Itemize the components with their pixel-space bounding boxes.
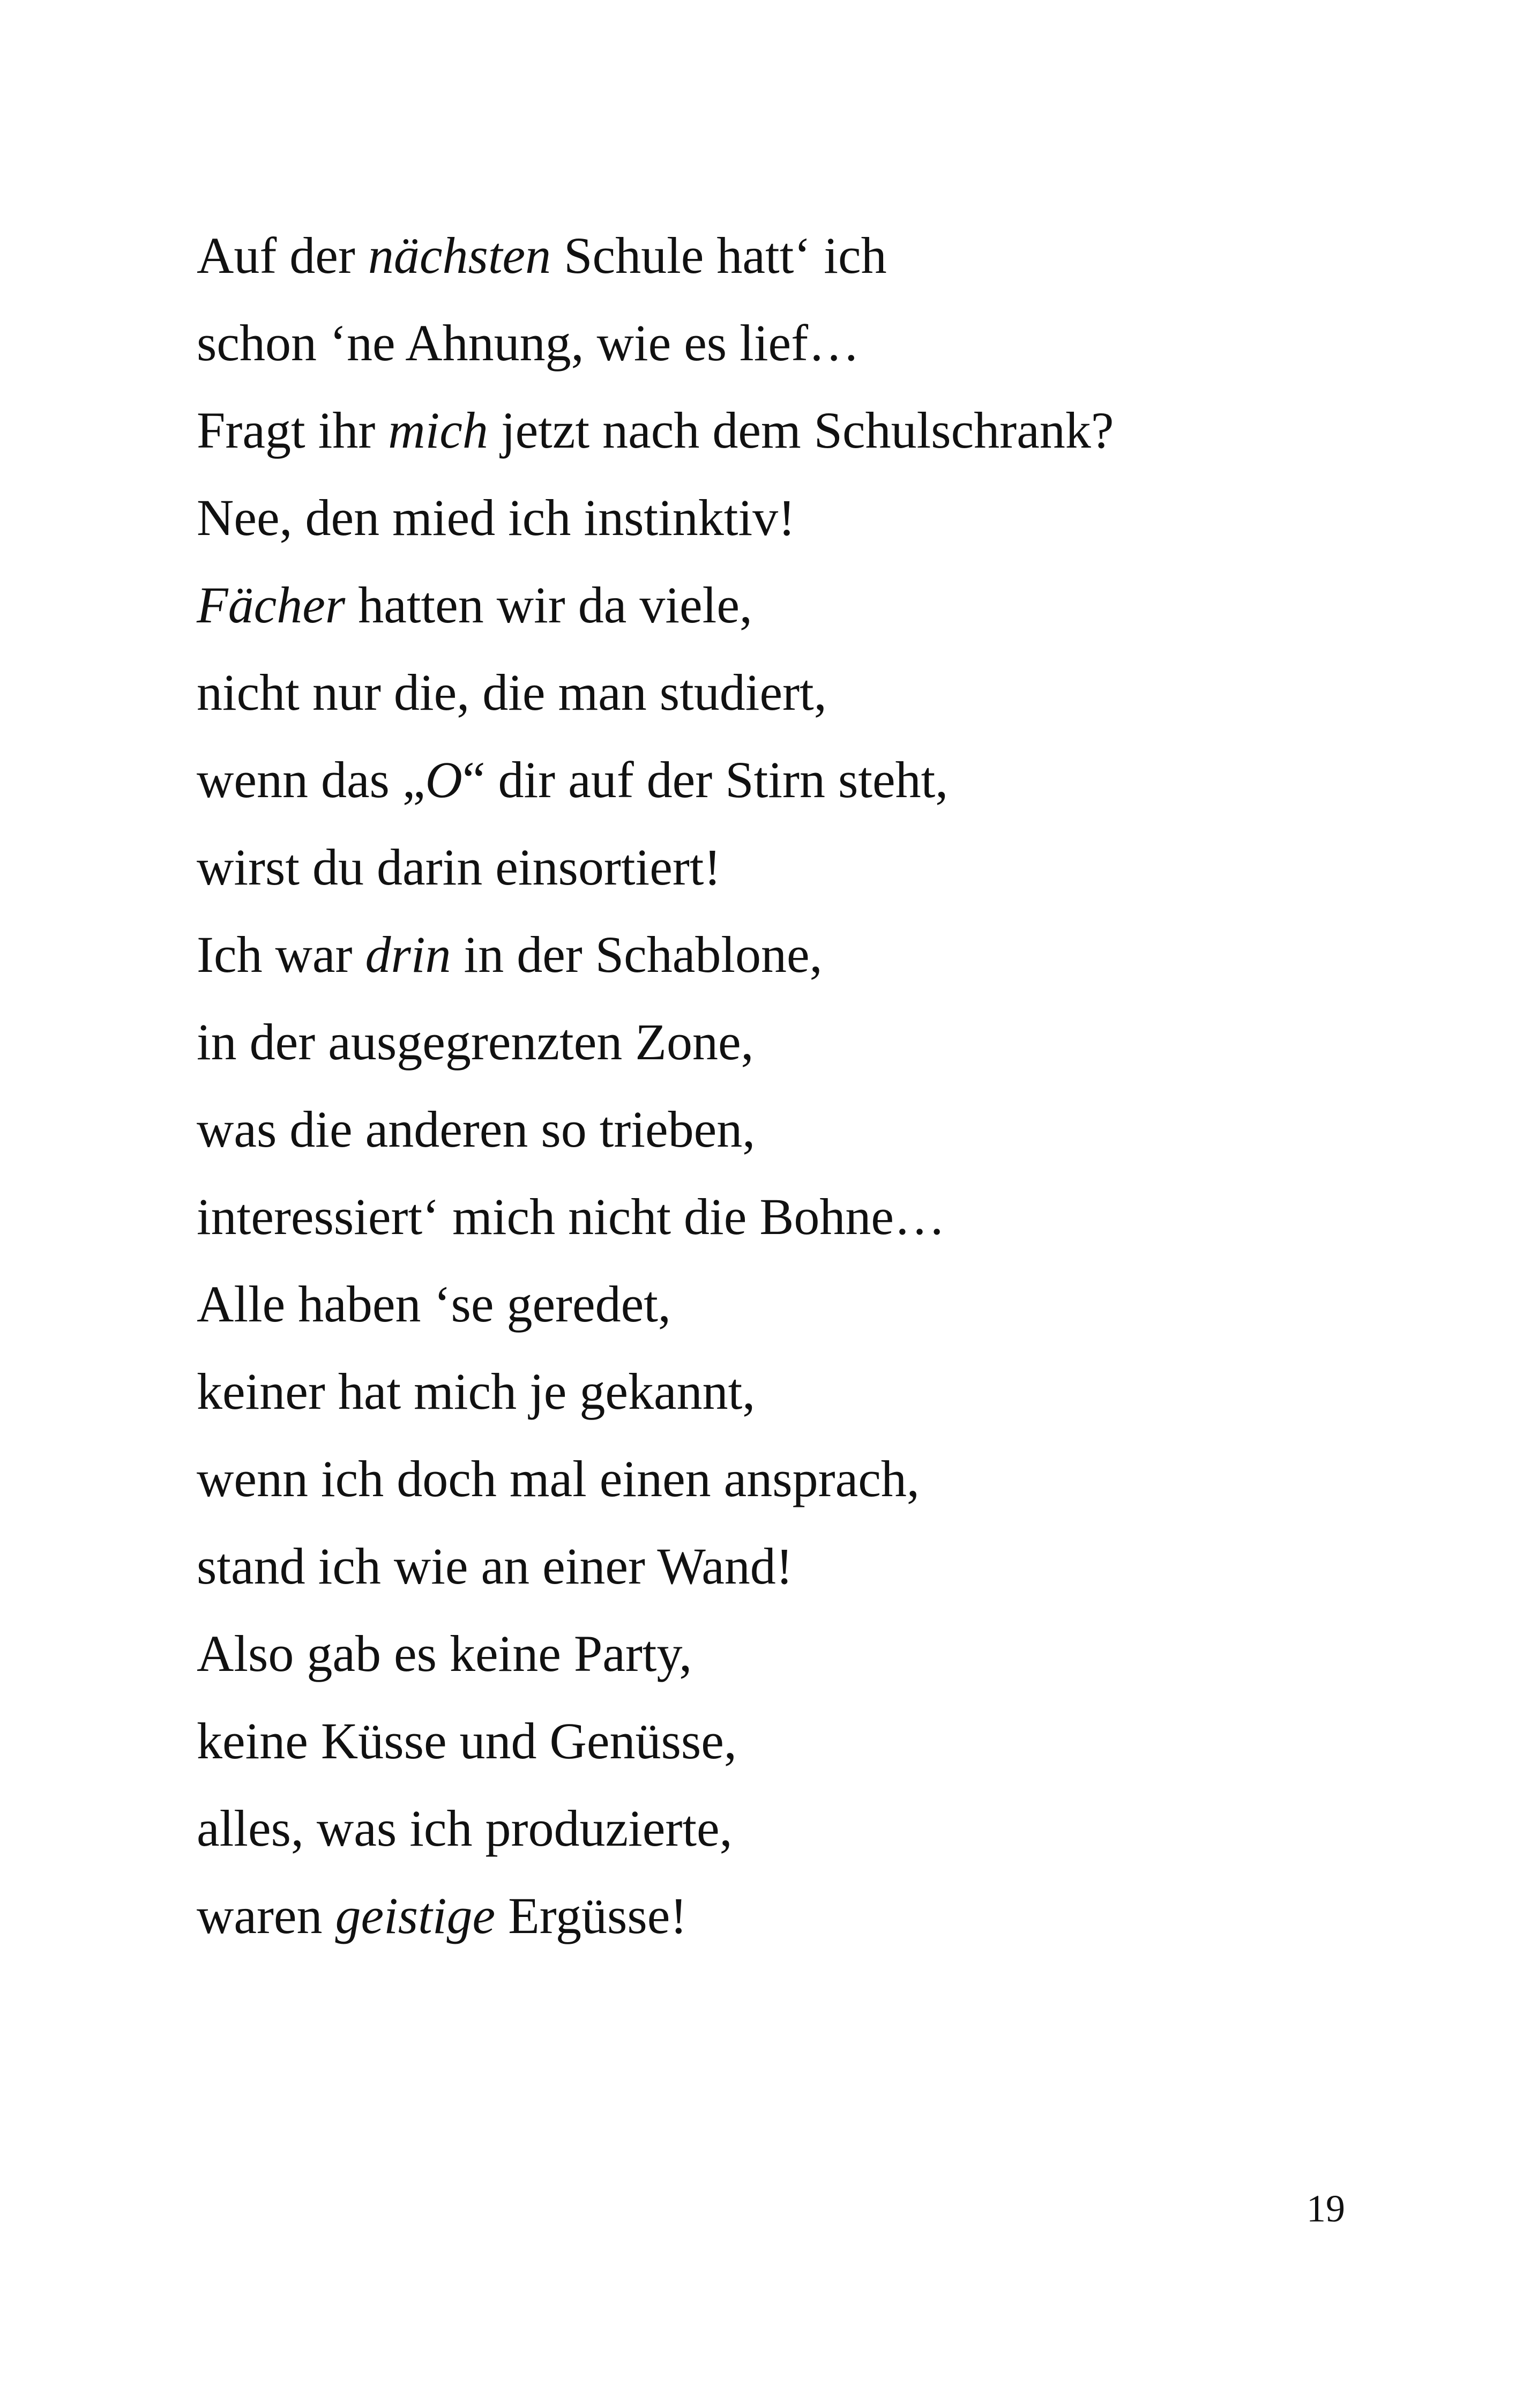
line-text: Auf der [197,227,368,284]
line-text: Alle haben ‘se geredet, [197,1275,671,1333]
line-text: Ergüsse! [495,1887,688,1944]
line-text: nicht nur die, die man studiert, [197,664,827,721]
line-text: wenn ich doch mal einen ansprach, [197,1450,920,1507]
line-text: schon ‘ne Ahnung, wie es lief… [197,314,860,371]
poem-line [197,823,1376,911]
poem-line [197,1872,1376,1959]
poem-line [197,911,1376,998]
poem-line [197,1348,1376,1435]
line-text: jetzt nach dem Schulschrank? [488,402,1114,459]
poem-line [197,299,1376,387]
poem-line [197,212,1376,299]
line-text: Also gab es keine Party, [197,1625,692,1682]
poem-line [197,1610,1376,1697]
line-text: interessiert‘ mich nicht die Bohne… [197,1188,945,1245]
line-text: Nee, den mied ich instinktiv! [197,489,796,546]
poem-line [197,387,1376,474]
italic-emphasis: drin [365,926,451,983]
poem-line [197,998,1376,1086]
line-text: Schule hatt‘ ich [551,227,887,284]
poem-line [197,1260,1376,1348]
poem-line [197,649,1376,736]
line-text: Ich war [197,926,365,983]
italic-emphasis: O [425,751,462,808]
line-text: wirst du darin einsortiert! [197,838,721,896]
line-text: was die anderen so trieben, [197,1101,756,1158]
italic-emphasis: geistige [335,1887,496,1944]
poem-line [197,561,1376,649]
line-text: keiner hat mich je gekannt, [197,1363,756,1420]
line-text: “ dir auf der Stirn steht, [462,751,949,808]
italic-emphasis: nächsten [368,227,551,284]
poem-line [197,1173,1376,1260]
line-text: Fragt ihr [197,402,389,459]
poem-line [197,1435,1376,1522]
line-text: hatten wir da viele, [345,576,752,634]
line-text: in der Schablone, [451,926,823,983]
poem-line [197,1785,1376,1872]
poem-line [197,1086,1376,1173]
italic-emphasis: Fächer [197,576,346,634]
page-number: 19 [1307,2187,1345,2230]
poem-line [197,1522,1376,1610]
poem-line [197,1697,1376,1785]
poem-line [197,736,1376,823]
line-text: in der ausgegrenzten Zone, [197,1013,754,1071]
line-text: wenn das „ [197,751,425,808]
line-text: keine Küsse und Genüsse, [197,1712,737,1770]
italic-emphasis: mich [388,402,488,459]
line-text: stand ich wie an einer Wand! [197,1537,793,1595]
line-text: waren [197,1887,335,1944]
poem-line [197,474,1376,561]
line-text: alles, was ich produzierte, [197,1800,733,1857]
poem-text [197,212,1376,1959]
